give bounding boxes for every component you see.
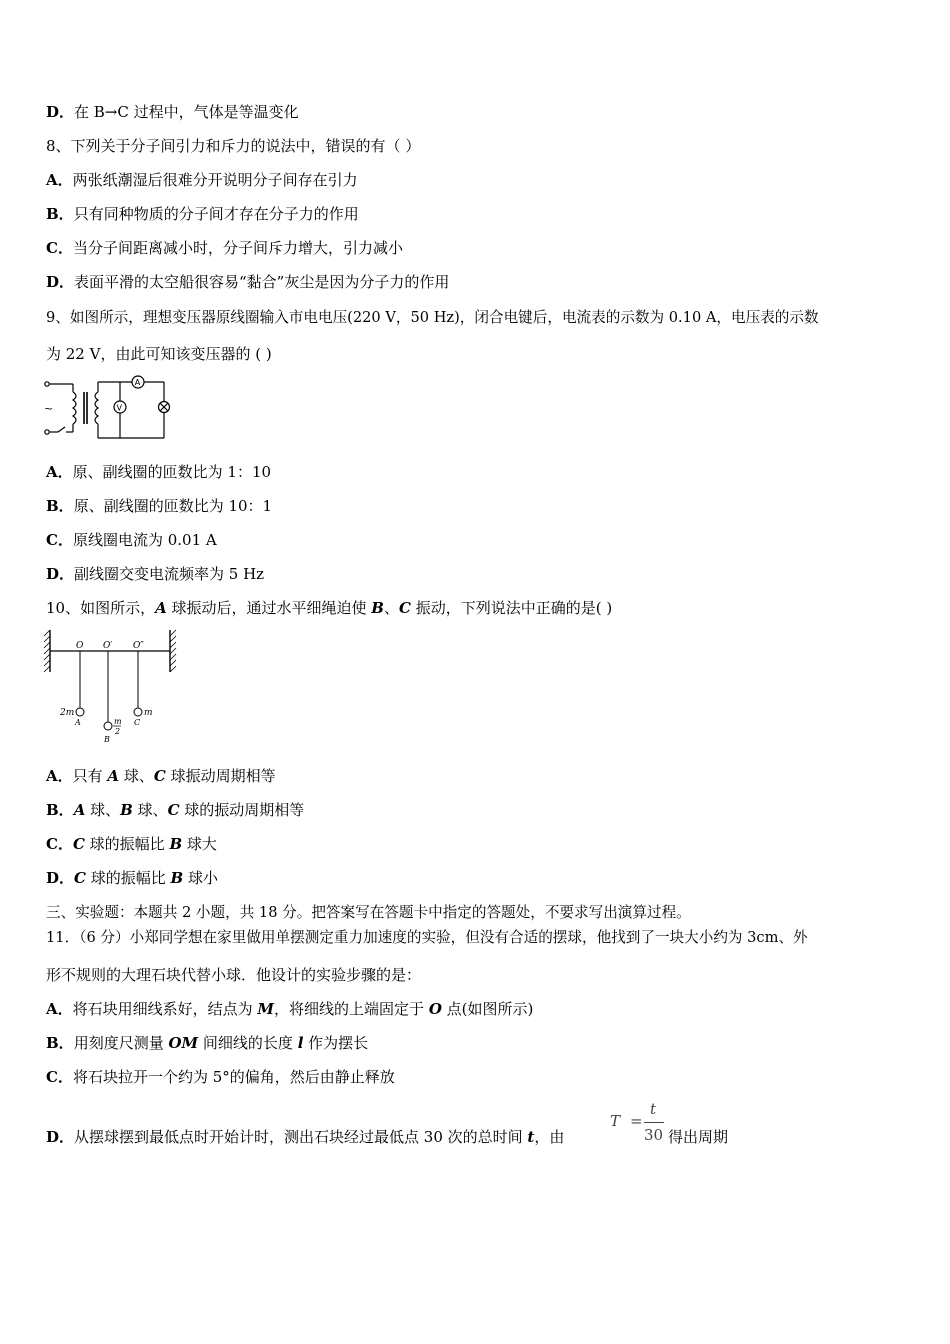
option-label: B． (46, 801, 74, 819)
option-text: 作为摆长 (303, 1034, 369, 1052)
option-text: 副线圈交变电流频率为 5 Hz (74, 565, 265, 583)
pendulum-figure (40, 628, 185, 746)
formula-equals: = (630, 1112, 643, 1130)
option-text: 原线圈电流为 0.01 A (72, 531, 217, 549)
option-text: 球振动周期相等 (165, 767, 276, 785)
option-text: 将石块拉开一个约为 5°的偏角，然后由静止释放 (72, 1068, 395, 1086)
pivot-o-double-prime: O″ (133, 641, 144, 651)
option-text: 两张纸潮湿后很难分开说明分子间存在引力 (72, 171, 358, 189)
var: C (74, 869, 86, 887)
label-c: C (134, 718, 141, 727)
q11-step-a (46, 999, 533, 1019)
q9-stem-line2: 为 22 V，由此可知该变压器的 ( ) (46, 345, 272, 363)
q9-option-d (46, 564, 264, 584)
option-label: D． (46, 103, 75, 121)
pivot-o: O (76, 641, 84, 651)
q9-stem-line1: 9、如图所示，理想变压器原线圈输入市电电压(220 V，50 Hz)，闭合电键后，电流表的示数为 0.10 A，电压表的示数 (46, 309, 819, 326)
label-a: A (75, 718, 81, 727)
q8-option-a (46, 170, 358, 190)
primary-coil-icon (73, 392, 76, 424)
terminal-top (45, 382, 49, 386)
mass-c: m (144, 708, 153, 718)
option-text: 间细线的长度 (198, 1034, 298, 1052)
ac-source-symbol: ~ (44, 402, 54, 415)
stem-text: 10、如图所示， (46, 599, 156, 617)
ball-c (134, 708, 142, 716)
q9-option-a (46, 462, 271, 482)
option-text: 只有同种物质的分子间才存在分子力的作用 (73, 205, 359, 223)
option-text: 点(如图所示) (441, 1000, 534, 1018)
option-text: 球小 (183, 869, 218, 887)
q11-stem-line2: 形不规则的大理石块代替小球．他设计的实验步骤的是： (46, 966, 422, 984)
ball-a (76, 708, 84, 716)
q9-option-c (46, 530, 217, 550)
q8-option-d (46, 272, 449, 292)
ball-b (104, 722, 112, 730)
option-text: 球的振幅比 (85, 869, 171, 887)
q10-option-b (46, 800, 304, 820)
option-text: 球大 (182, 835, 217, 853)
option-label: A． (46, 767, 73, 785)
q10-option-c (46, 834, 217, 854)
option-text: 球、 (85, 801, 121, 819)
terminal-bottom (45, 430, 49, 434)
var: M (257, 1000, 275, 1018)
option-label: C． (46, 1068, 73, 1086)
option-text: 从摆球摆到最低点时开始计时，测出石块经过最低点 30 次的总时间 (74, 1128, 528, 1146)
section-3-heading: 三、实验题：本题共 2 小题，共 18 分。把答案写在答题卡中指定的答题处，不要求写出演算过程。 (46, 904, 691, 921)
option-text: 球的振动周期相等 (179, 801, 305, 819)
ammeter-label: A (134, 378, 141, 388)
left-wall-hatch (44, 630, 50, 672)
q8-stem: 8、下列关于分子间引力和斥力的说法中，错误的有（ ） (46, 137, 421, 155)
q8-option-c (46, 238, 403, 258)
q8-option-b (46, 204, 359, 224)
var: C (153, 767, 166, 785)
mass-a: 2m (60, 708, 75, 718)
stem-text: 、 (383, 599, 399, 617)
q10-stem (46, 598, 612, 618)
var: C (72, 835, 85, 853)
option-label: C． (46, 239, 73, 257)
option-label: D． (46, 273, 75, 291)
option-label: D． (46, 1128, 75, 1146)
var: OM (168, 1034, 199, 1052)
stem-text: 振动，下列说法中正确的是( ) (410, 599, 613, 617)
option-text: ，由 (534, 1128, 565, 1146)
stem-text: 球振动后，通过水平细绳迫使 (166, 599, 372, 617)
secondary-coil-icon (95, 392, 98, 424)
option-label: C． (46, 835, 73, 853)
voltmeter-label: V (116, 403, 122, 413)
var-a: A (155, 599, 167, 617)
q11-step-d-tail: 得出周期 (668, 1128, 729, 1146)
option-label: A． (46, 171, 73, 189)
q11-step-c (46, 1067, 395, 1087)
option-text: 用刻度尺测量 (73, 1034, 169, 1052)
right-wall-hatch (170, 630, 176, 672)
var-b: B (371, 599, 384, 617)
switch-icon (58, 427, 65, 432)
option-label: B． (46, 205, 74, 223)
var: B (169, 835, 183, 853)
var: t (527, 1128, 535, 1146)
fraction-bar (644, 1122, 664, 1123)
var: B (170, 869, 184, 887)
option-label: B． (46, 497, 74, 515)
option-text: 球、 (132, 801, 168, 819)
option-text: ，将细线的上端固定于 (274, 1000, 429, 1018)
option-text: 将石块用细线系好，结点为 (72, 1000, 258, 1018)
q10-option-d (46, 868, 218, 888)
option-text: 当分子间距离减小时，分子间斥力增大，引力减小 (72, 239, 403, 257)
formula-numerator: t (650, 1100, 657, 1118)
mass-b-numerator: m (114, 717, 122, 726)
option-text: 只有 (72, 767, 108, 785)
option-text: 原、副线圈的匝数比为 1：10 (72, 463, 272, 481)
var: C (167, 801, 180, 819)
pivot-o-prime: O′ (103, 641, 113, 651)
option-text: 原、副线圈的匝数比为 10：1 (73, 497, 273, 515)
option-text: 在 B→C 过程中，气体是等温变化 (74, 103, 299, 121)
q10-option-a (46, 766, 276, 786)
option-text: 球的振幅比 (84, 835, 170, 853)
q7-option-d (46, 102, 299, 122)
option-text: 表面平滑的太空船很容易“黏合”灰尘是因为分子力的作用 (74, 273, 450, 291)
option-label: A． (46, 1000, 73, 1018)
q11-step-d (46, 1127, 564, 1147)
formula-t-symbol: T (610, 1112, 621, 1130)
q9-option-b (46, 496, 272, 516)
option-label: D． (46, 869, 75, 887)
q11-stem-line1: 11．（6 分）小郑同学想在家里做用单摆测定重力加速度的实验，但没有合适的摆球，他找到了一块大小约为 3cm、外 (46, 929, 808, 946)
option-label: C． (46, 531, 73, 549)
var: A (73, 801, 86, 819)
var: O (428, 1000, 442, 1018)
option-text: 球、 (119, 767, 154, 785)
label-b: B (104, 735, 110, 744)
var: l (297, 1034, 304, 1052)
period-formula (608, 1100, 668, 1148)
var: A (107, 767, 120, 785)
formula-denominator: 30 (644, 1126, 664, 1144)
option-label: B． (46, 1034, 74, 1052)
transformer-circuit-figure (40, 372, 180, 446)
mass-b-denominator: 2 (115, 727, 121, 736)
option-label: A． (46, 463, 73, 481)
q11-step-b (46, 1033, 368, 1053)
var-c: C (398, 599, 411, 617)
option-label: D． (46, 565, 75, 583)
var: B (120, 801, 133, 819)
